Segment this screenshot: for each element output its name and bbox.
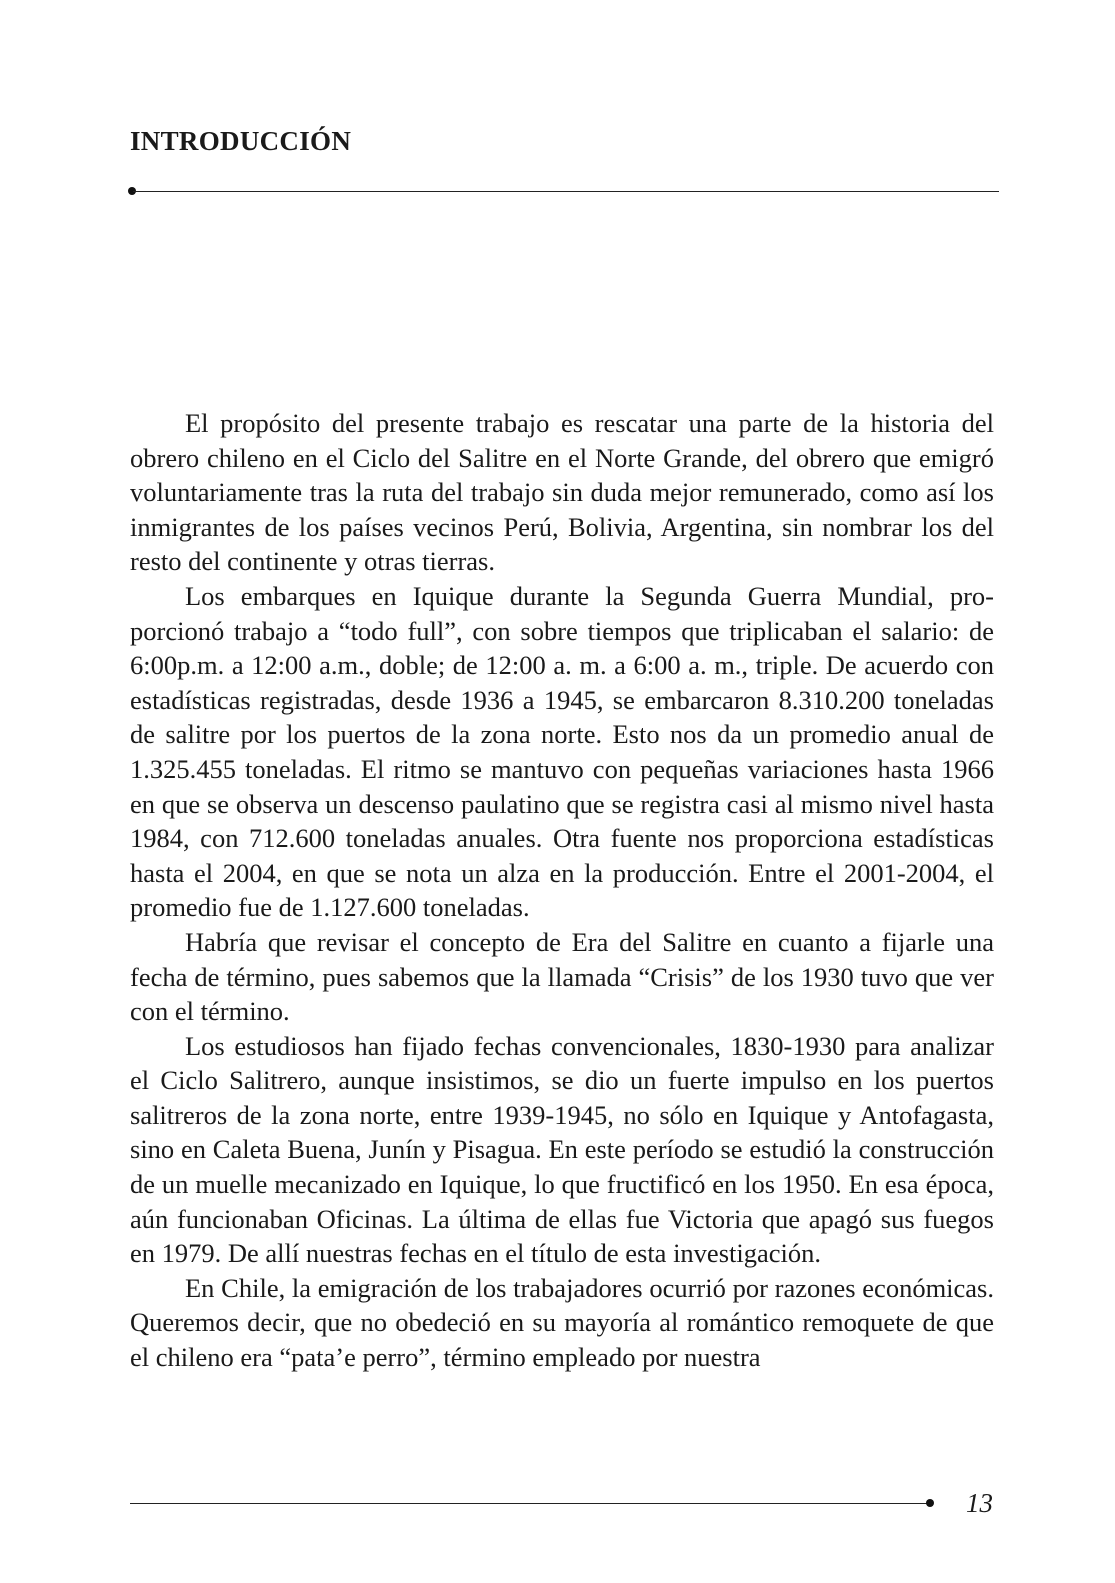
paragraph-4: Los estudiosos han fijado fechas convencionales, 1830-1930 para analizar el Ciclo Salitrero, aunque insistimos, se dio un fuerte impulso en los puertos salitreros de la zona norte, entre 1939-1945, no sólo en Iquique y Antofagasta, sino en Caleta Buena, Junín y Pisagua. En este período se estudió la construcción de un muelle mecanizado en Iquique, lo que fructificó en los 1950. En esa época, aún funcionaban Oficinas. La última de ellas fue Victoria que apagó sus fuegos en 1979. De allí nuestras fechas en el título de esta investigación. — [130, 1030, 994, 1269]
paragraph-1: El propósito del presente trabajo es rescatar una parte de la historia del obrero chileno en el Ciclo del Salitre en el Norte Grande, del obrero que emigró voluntariamente tras la ruta del trabajo sin duda mejor remunerado, como así los inmigrantes de los países vecinos Perú, Bolivia, Argentina, sin nombrar los del resto del continente y otras tierras. — [130, 408, 994, 577]
paragraph-5: En Chile, la emigración de los trabajadores ocurrió por razones económicas. Queremos decir, que no obedeció en su mayoría al romántico remoquete de que el chileno era “pata’e perro”, término empleado por nuestra — [130, 1272, 994, 1373]
bullet-ornament-bottom — [926, 1499, 934, 1507]
footer-rule — [130, 1503, 930, 1504]
chapter-title: INTRODUCCIÓN — [130, 126, 352, 156]
page-number: 13 — [966, 1488, 993, 1518]
body-text — [130, 406, 994, 1375]
paragraph-2: Los embarques en Iquique durante la Segunda Guerra Mundial, proporcionó trabajo a “todo full”, con sobre tiempos que triplicaban el salario: de 6:00p.m. a 12:00 a.m., doble; de 12:00 a. m. a 6:00 a. m., triple. De acuerdo con estadísticas registradas, desde 1936 a 1945, se embarcaron 8.310.200 toneladas de salitre por los puertos de la zona norte. Esto nos da un promedio anual de 1.325.455 toneladas. El ritmo se mantuvo con pequeñas variaciones hasta 1966 en que se observa un descenso paulatino que se registra casi al mismo nivel hasta 1984, con 712.600 toneladas anuales. Otra fuente nos proporciona estadísticas hasta el 2004, en que se nota un alza en la producción. Entre el 2001-2004, el promedio fue de 1.127.600 toneladas. — [130, 580, 994, 923]
title-rule — [133, 191, 999, 192]
paragraph-3: Habría que revisar el concepto de Era del Salitre en cuanto a fijarle una fecha de término, pues sabemos que la llamada “Crisis” de los 1930 tuvo que ver con el término. — [130, 926, 994, 1027]
